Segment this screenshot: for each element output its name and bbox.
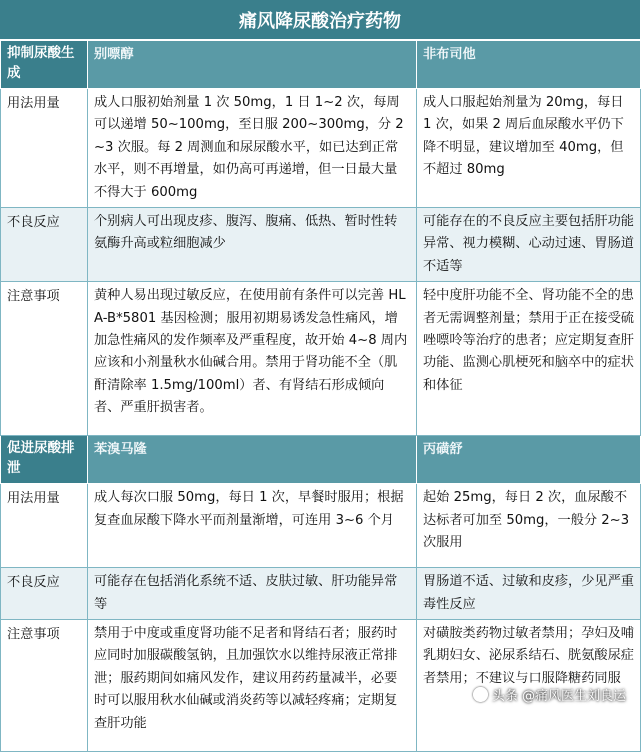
toutiao-logo-icon [473, 687, 488, 702]
row-label-adverse: 不良反应 [1, 208, 88, 282]
allopurinol-usage: 成人口服初始剂量 1 次 50mg，1 日 1~2 次，每周可以递增 50~100mg，至日服 200~300mg，分 2~3 次服。每 2 周测血和尿尿酸水平，如已达到正常水平，则不再增量，如仍高可再递增，但一日最大量不得大于 600mg [88, 89, 417, 208]
drug-name-probenecid: 丙磺舒 [417, 436, 641, 484]
allopurinol-notes: 黄种人易出现过敏反应，在使用前有条件可以完善 HLA-B*5801 基因检测；服用初期易诱发急性痛风，增加急性痛风的发作频率及严重程度，故开始 4~8 周内应该和小剂量秋水仙碱合用。禁用于肾功能不全（肌酐清除率 1.5mg/100ml）者、有肾结石形成倾向者、严重肝损害者。 [88, 282, 417, 436]
table-row-adverse-2 [1, 568, 641, 620]
document-title: 痛风降尿酸治疗药物 [0, 0, 640, 40]
row-label-usage: 用法用量 [1, 484, 88, 568]
row-label-adverse: 不良反应 [1, 568, 88, 620]
section-label-inhibit: 抑制尿酸生成 [1, 41, 88, 89]
probenecid-adverse: 胃肠道不适、过敏和皮疹，少见严重毒性反应 [417, 568, 641, 620]
probenecid-usage: 起始 25mg，每日 2 次，血尿酸不达标者可加至 50mg，一般分 2~3 次服用 [417, 484, 641, 568]
section-label-promote: 促进尿酸排泄 [1, 436, 88, 484]
row-label-notes: 注意事项 [1, 282, 88, 436]
drug-name-allopurinol: 别嘌醇 [88, 41, 417, 89]
drug-name-febuxostat: 非布司他 [417, 41, 641, 89]
table-row-notes-1 [1, 282, 641, 436]
febuxostat-usage: 成人口服起始剂量为 20mg，每日 1 次，如果 2 周后血尿酸水平仍下降不明显，建议增加至 40mg，但不超过 80mg [417, 89, 641, 208]
watermark [473, 685, 626, 704]
table-row-adverse-1 [1, 208, 641, 282]
row-label-usage: 用法用量 [1, 89, 88, 208]
table-row-usage-1 [1, 89, 641, 208]
row-label-notes: 注意事项 [1, 620, 88, 752]
benzbromarone-notes: 禁用于中度或重度肾功能不足者和肾结石者；服药时应同时加服碳酸氢钠，且加强饮水以维持尿液正常排泄；服药期间如痛风发作，建议用药药量减半，必要时可以服用秋水仙碱或消炎药等以减轻疼痛；定期复查肝功能 [88, 620, 417, 752]
benzbromarone-usage: 成人每次口服 50mg，每日 1 次，早餐时服用；根据复查血尿酸下降水平而剂量渐增，可连用 3~6 个月 [88, 484, 417, 568]
drug-name-benzbromarone: 苯溴马隆 [88, 436, 417, 484]
febuxostat-notes: 轻中度肝功能不全、肾功能不全的患者无需调整剂量；禁用于正在接受硫唑嘌呤等治疗的患者；应定期复查肝功能、监测心肌梗死和脑卒中的症状和体征 [417, 282, 641, 436]
watermark-text: 头条 @痛风医生刘良运 [491, 689, 626, 704]
section-header-promote [1, 436, 641, 484]
section-header-inhibit [1, 41, 641, 89]
drug-table [0, 40, 641, 752]
benzbromarone-adverse: 可能存在包括消化系统不适、皮肤过敏、肝功能异常等 [88, 568, 417, 620]
allopurinol-adverse: 个别病人可出现皮疹、腹泻、腹痛、低热、暂时性转氨酶升高或粒细胞减少 [88, 208, 417, 282]
probenecid-notes: 对磺胺类药物过敏者禁用；孕妇及哺乳期妇女、泌尿系结石、胱氨酸尿症者禁用；不建议与口服降糖药同服 [417, 620, 641, 752]
febuxostat-adverse: 可能存在的不良反应主要包括肝功能异常、视力模糊、心动过速、胃肠道不适等 [417, 208, 641, 282]
table-row-usage-2 [1, 484, 641, 568]
